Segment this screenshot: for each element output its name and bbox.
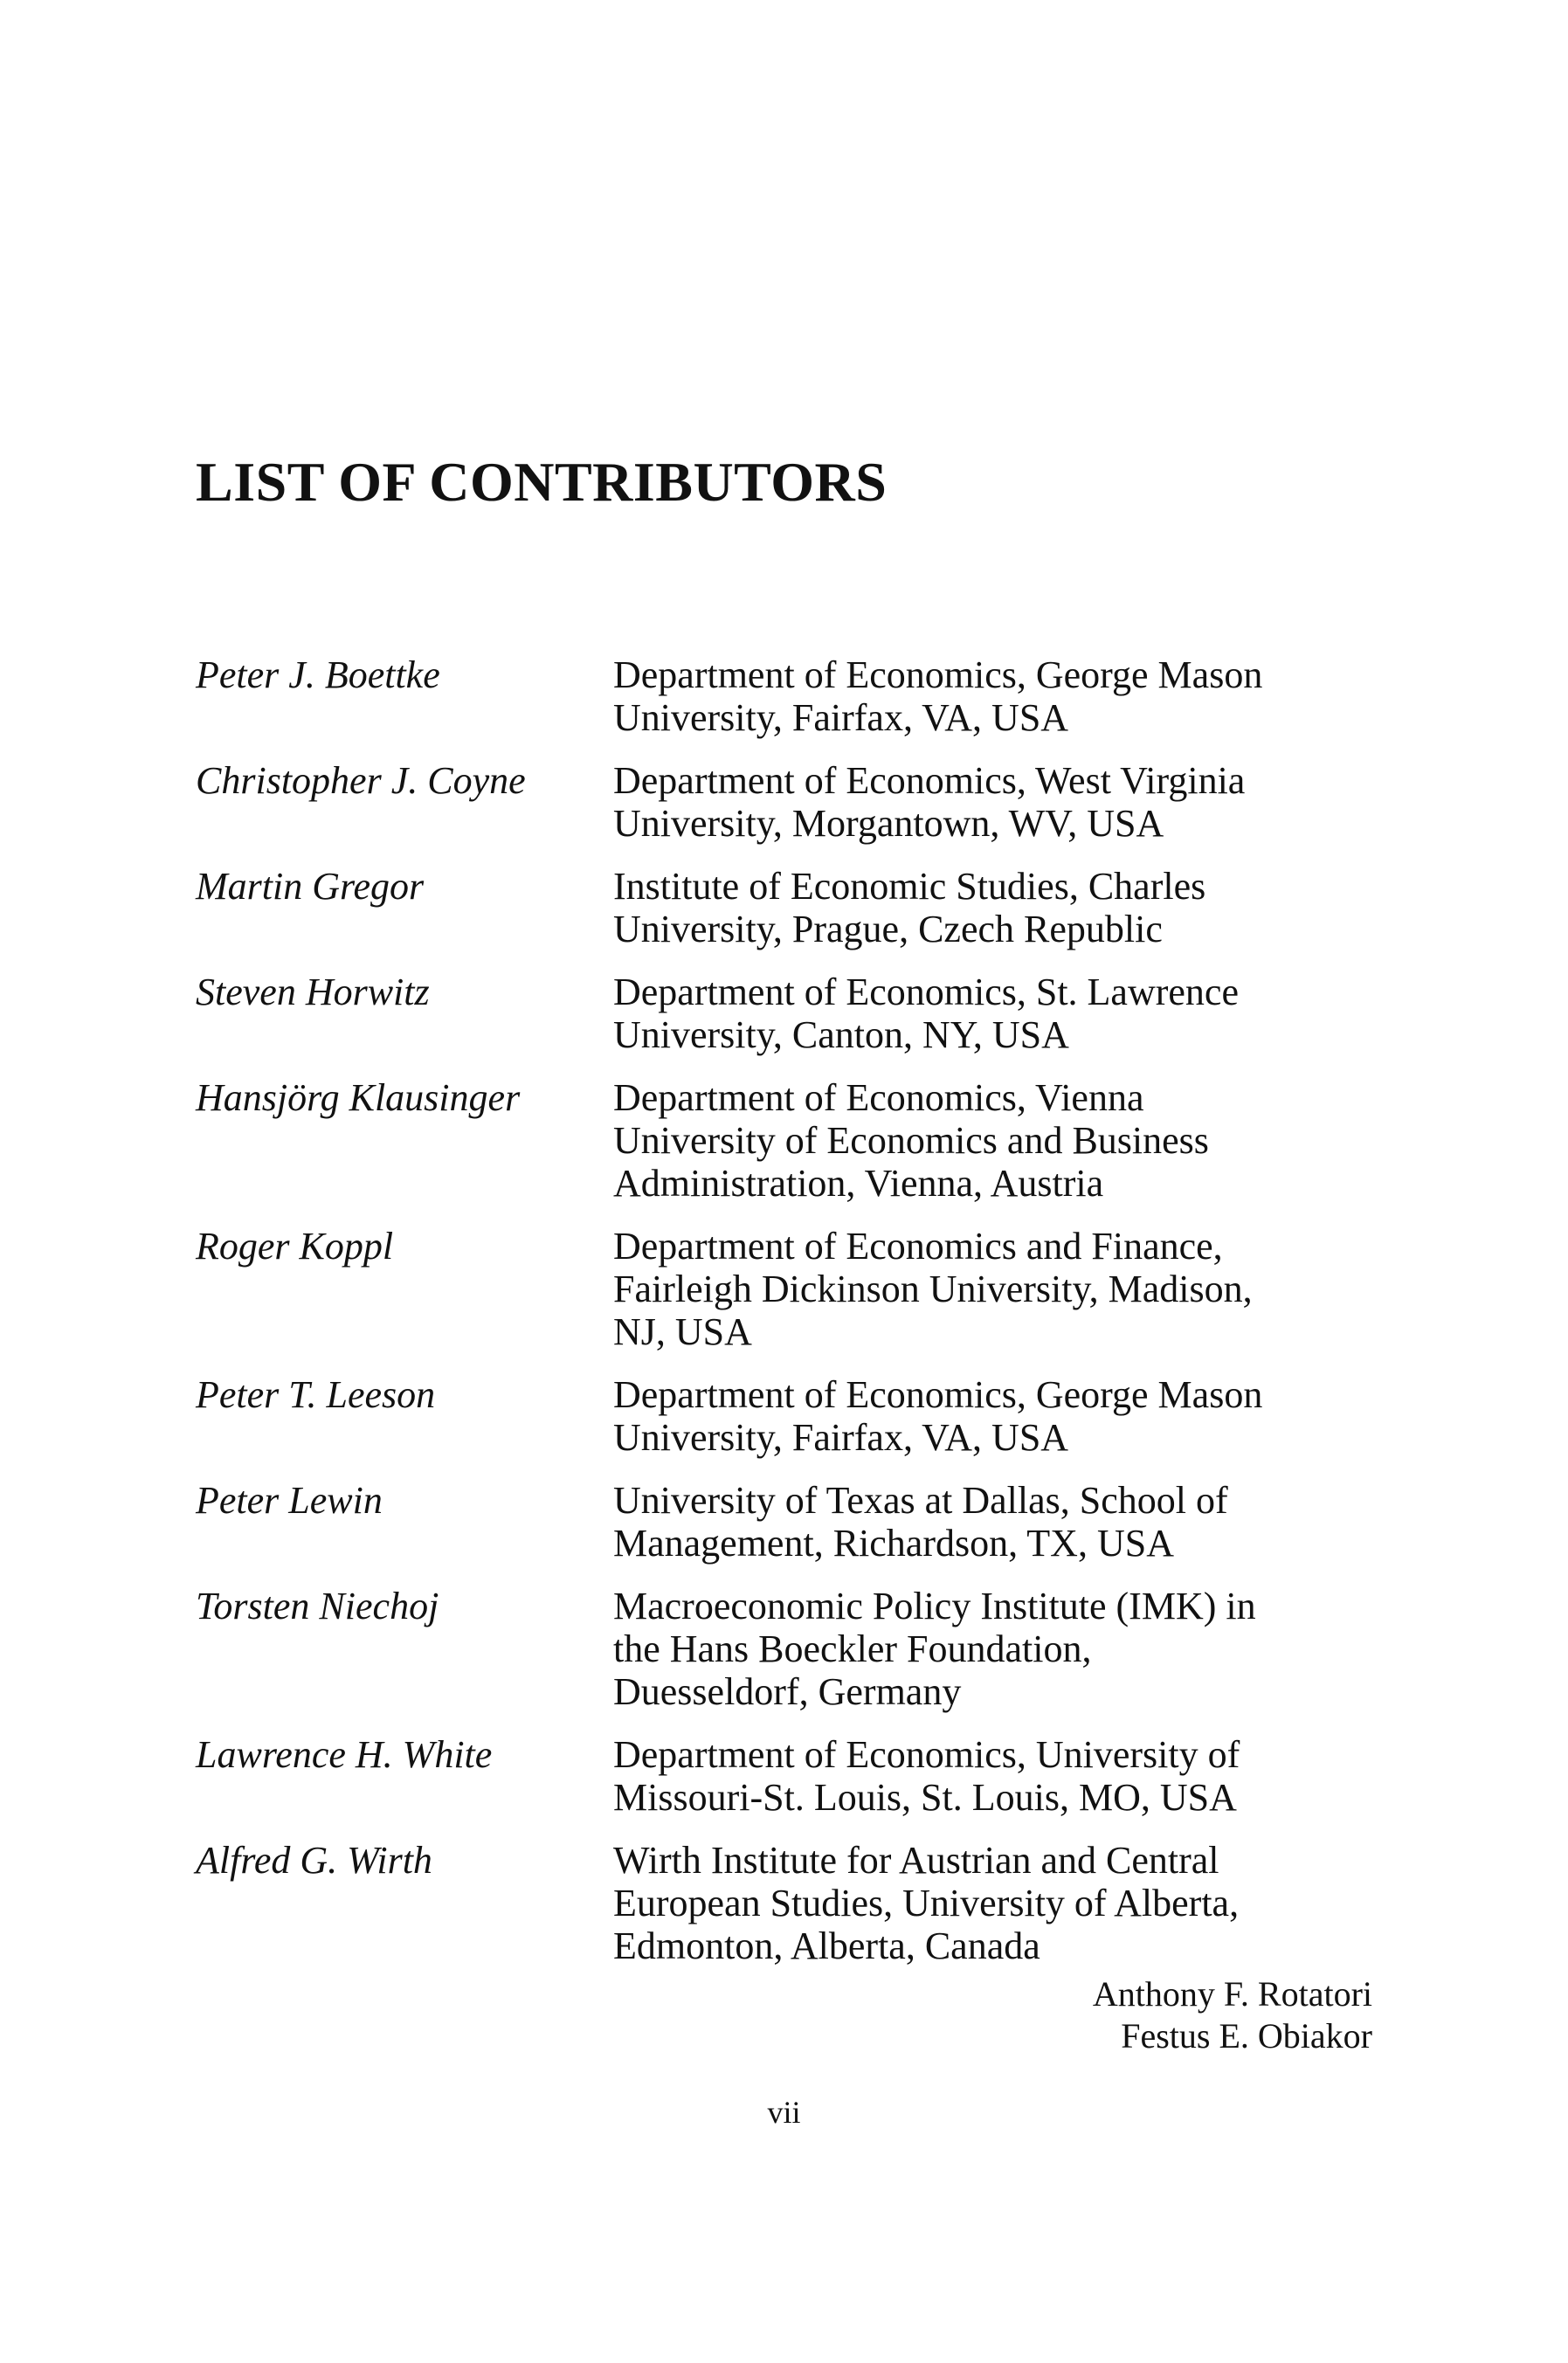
contributor-entry: [196, 759, 1375, 845]
contributor-affiliation: [613, 1839, 1375, 1967]
editor-signatures: [1093, 1973, 1372, 2057]
contributor-affiliation: [613, 1076, 1375, 1205]
contributor-name: Alfred G. Wirth: [196, 1839, 432, 1882]
page-title: LIST OF CONTRIBUTORS: [196, 451, 888, 513]
contributor-name: Steven Horwitz: [196, 971, 430, 1013]
contributor-entry: [196, 865, 1375, 950]
affiliation-line: European Studies, University of Alberta,: [613, 1882, 1240, 1924]
affiliation-line: Department of Economics, University of: [613, 1733, 1240, 1776]
contributor-entry: [196, 1479, 1375, 1565]
affiliation-line: Department of Economics, George Mason: [613, 1373, 1263, 1416]
contributor-name: Lawrence H. White: [196, 1733, 493, 1776]
affiliation-line: NJ, USA: [613, 1310, 752, 1353]
page-number: vii: [767, 2095, 801, 2130]
affiliation-line: University of Texas at Dallas, School of: [613, 1479, 1228, 1522]
affiliation-line: University of Economics and Business: [613, 1119, 1209, 1162]
contributor-list: [196, 653, 1375, 1987]
affiliation-line: Macroeconomic Policy Institute (IMK) in: [613, 1585, 1256, 1627]
affiliation-line: Wirth Institute for Austrian and Central: [613, 1839, 1219, 1882]
contributor-affiliation: [613, 865, 1375, 950]
affiliation-line: University, Fairfax, VA, USA: [613, 1416, 1069, 1459]
contributor-entry: [196, 971, 1375, 1056]
contributor-entry: [196, 1733, 1375, 1819]
affiliation-line: the Hans Boeckler Foundation,: [613, 1627, 1092, 1670]
affiliation-line: Missouri-St. Louis, St. Louis, MO, USA: [613, 1776, 1237, 1819]
contributor-name: Roger Koppl: [196, 1225, 394, 1268]
affiliation-line: University, Fairfax, VA, USA: [613, 696, 1069, 739]
affiliation-line: University, Canton, NY, USA: [613, 1013, 1069, 1056]
affiliation-line: Institute of Economic Studies, Charles: [613, 865, 1206, 908]
contributor-entry: [196, 1225, 1375, 1353]
affiliation-line: University, Morgantown, WV, USA: [613, 802, 1164, 845]
affiliation-line: Administration, Vienna, Austria: [613, 1162, 1104, 1205]
contributor-name: Hansjörg Klausinger: [196, 1076, 521, 1119]
contributor-name: Peter T. Leeson: [196, 1373, 436, 1416]
affiliation-line: Department of Economics, George Mason: [613, 653, 1263, 696]
affiliation-line: Management, Richardson, TX, USA: [613, 1522, 1174, 1565]
contributor-entry: [196, 1076, 1375, 1205]
editor-name: Festus E. Obiakor: [1121, 2016, 1372, 2056]
affiliation-line: Duesseldorf, Germany: [613, 1670, 962, 1713]
contributor-name: Peter J. Boettke: [196, 653, 440, 696]
contributor-name: Martin Gregor: [196, 865, 425, 908]
contributor-name: Torsten Niechoj: [196, 1585, 439, 1627]
affiliation-line: Department of Economics and Finance,: [613, 1225, 1223, 1268]
editor-name: Anthony F. Rotatori: [1092, 1974, 1372, 2014]
affiliation-line: University, Prague, Czech Republic: [613, 908, 1163, 950]
contributor-affiliation: [613, 1225, 1375, 1353]
contributor-affiliation: [613, 1479, 1375, 1565]
contributor-entry: [196, 653, 1375, 739]
affiliation-line: Fairleigh Dickinson University, Madison,: [613, 1268, 1253, 1310]
affiliation-line: Department of Economics, West Virginia: [613, 759, 1246, 802]
contributor-name: Christopher J. Coyne: [196, 759, 526, 802]
contributor-entry: [196, 1373, 1375, 1459]
contributor-affiliation: [613, 1585, 1375, 1713]
contributor-affiliation: [613, 759, 1375, 845]
contributor-affiliation: [613, 1733, 1375, 1819]
affiliation-line: Department of Economics, Vienna: [613, 1076, 1144, 1119]
contributor-entry: [196, 1585, 1375, 1713]
contributor-affiliation: [613, 1373, 1375, 1459]
affiliation-line: Department of Economics, St. Lawrence: [613, 971, 1239, 1013]
contributor-affiliation: [613, 971, 1375, 1056]
affiliation-line: Edmonton, Alberta, Canada: [613, 1924, 1040, 1967]
contributor-entry: [196, 1839, 1375, 1967]
contributor-affiliation: [613, 653, 1375, 739]
contributor-name: Peter Lewin: [196, 1479, 383, 1522]
